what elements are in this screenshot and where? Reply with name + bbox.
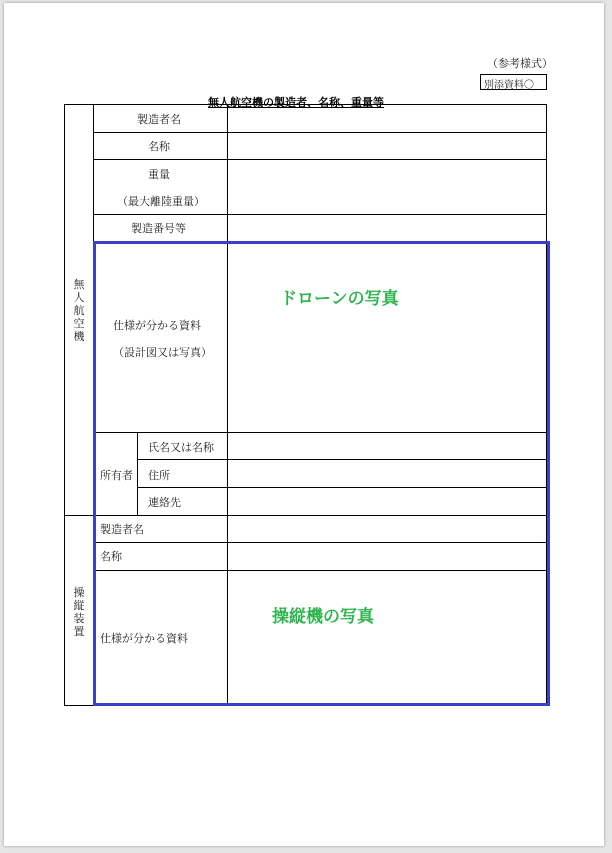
side-label-drone: 無 人 航 空 機 — [73, 278, 85, 343]
controller-name-label: 名称 — [100, 550, 122, 563]
reference-format-label: （参考様式） — [487, 57, 553, 70]
name-label: 名称 — [148, 140, 170, 153]
owner-contact-label: 連絡先 — [148, 496, 181, 509]
controller-manufacturer-label: 製造者名 — [100, 523, 144, 536]
controller-photo-placeholder[interactable]: 操縦機の写真 — [272, 607, 374, 627]
owner-name-label: 氏名又は名称 — [148, 441, 214, 454]
serial-number-label: 製造番号等 — [131, 222, 186, 235]
owner-label: 所有者 — [100, 469, 133, 482]
max-takeoff-weight-label: （最大離陸重量） — [117, 195, 205, 208]
row-divider — [93, 214, 546, 215]
spec-docs-note: （設計図又は写真） — [113, 346, 212, 359]
table-border-left — [64, 104, 65, 705]
weight-label: 重量 — [148, 168, 170, 181]
drone-photo-placeholder[interactable]: ドローンの写真 — [280, 289, 399, 309]
document-page — [4, 3, 604, 846]
manufacturer-label: 製造者名 — [137, 113, 181, 126]
table-border-top — [64, 104, 546, 105]
spec-docs-label: 仕様が分かる資料 — [113, 319, 201, 332]
attachment-label: 別添資料〇 — [480, 74, 547, 90]
side-label-controller: 操 縦 装 置 — [73, 586, 85, 638]
row-divider — [93, 159, 546, 160]
controller-spec-docs-label: 仕様が分かる資料 — [100, 632, 188, 645]
row-divider — [93, 132, 546, 133]
owner-address-label: 住所 — [148, 469, 170, 482]
document-title: 無人航空機の製造者、名称、重量等 — [208, 96, 384, 109]
